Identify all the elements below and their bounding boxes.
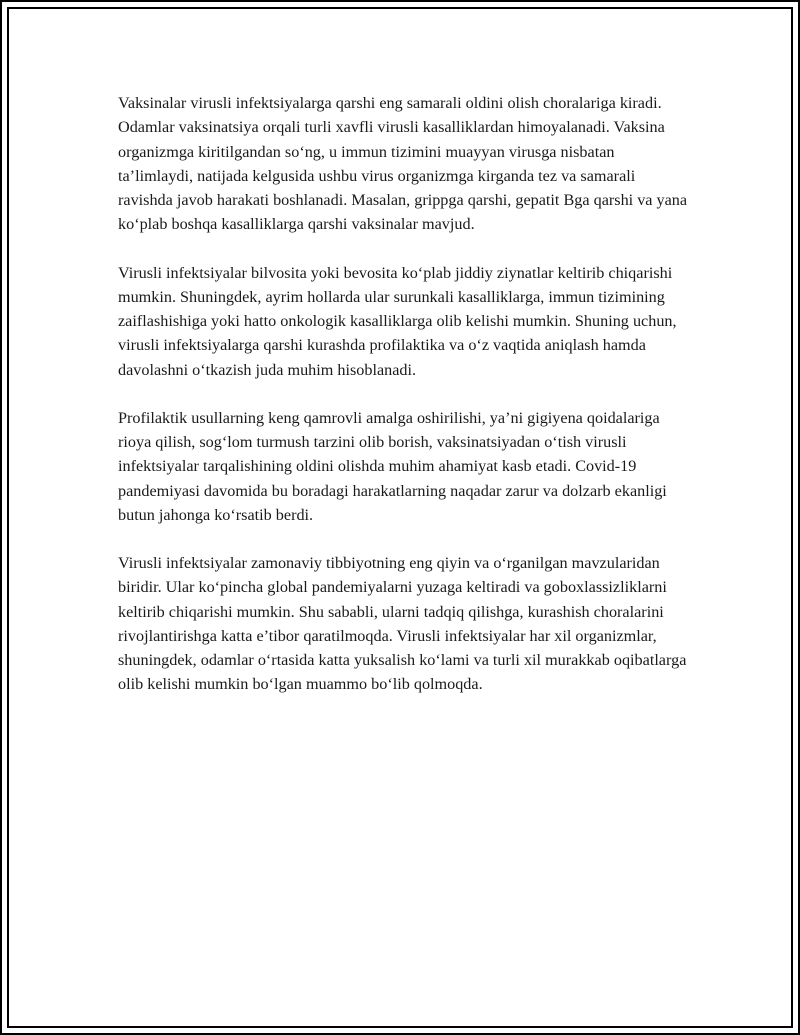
paragraph-vaccines: Vaksinalar virusli infektsiyalarga qarshi eng samarali oldini olish choralariga kiradi. Odamlar vaksinatsiya orqali turli xavfli virusli kasalliklardan himoyalanadi. Vaksina organizmga kiritilgandan so‘ng, u immun tizimini muayyan virusga nisbatan ta’limlaydi, natijada kelgusida ushbu virus organizmga kirganda tez va samarali ravishda javob harakati boshlanadi. Masalan, grippga qarshi, gepatit Bga qarshi va yana ko‘plab boshqa kasalliklarga qarshi vaksinalar mavjud. [118, 94, 688, 234]
document-body [118, 91, 688, 721]
paragraph-complications: Virusli infektsiyalar bilvosita yoki bevosita ko‘plab jiddiy ziynatlar keltirib chiqarishi mumkin. Shuningdek, ayrim hollarda ular surunkali kasalliklarga, immun tizimining zaiflashishiga yoki hatto onkologik kasalliklarga olib kelishi mumkin. Shuning uchun, virusli infektsiyalarga qarshi kurashda profilaktika va o‘z vaqtida aniqlash hamda davolashni o‘tkazish juda muhim hisoblanadi. [118, 263, 677, 379]
paragraph-research: Virusli infektsiyalar zamonaviy tibbiyotning eng qiyin va o‘rganilgan mavzularidan biridir. Ular ko‘pincha global pandemiyalarni yuzaga keltiradi va goboxlassizliklarni keltirib chiqarishi mumkin. Shu sababli, ularni tadqiq qilishga, kurashish choralarini rivojlantirishga katta e’tibor qaratilmoqda. Virusli infektsiyalar har xil organizmlar, shuningdek, odamlar o‘rtasida katta yuksalish ko‘lami va turli xil murakkab oqibatlarga olib kelishi mumkin bo‘lgan muammo bo‘lib qolmoqda. [118, 554, 687, 694]
paragraph-prevention: Profilaktik usullarning keng qamrovli amalga oshirilishi, ya’ni gigiyena qoidalariga rioya qilish, sog‘lom turmush tarzini olib borish, vaksinatsiyadan o‘tish virusli infektsiyalar tarqalishining oldini olishda muhim ahamiyat kasb etadi. Covid-19 pandemiyasi davomida bu boradagi harakatlarning naqadar zarur va dolzarb ekanligi butun jahonga ko‘rsatib berdi. [118, 408, 667, 524]
